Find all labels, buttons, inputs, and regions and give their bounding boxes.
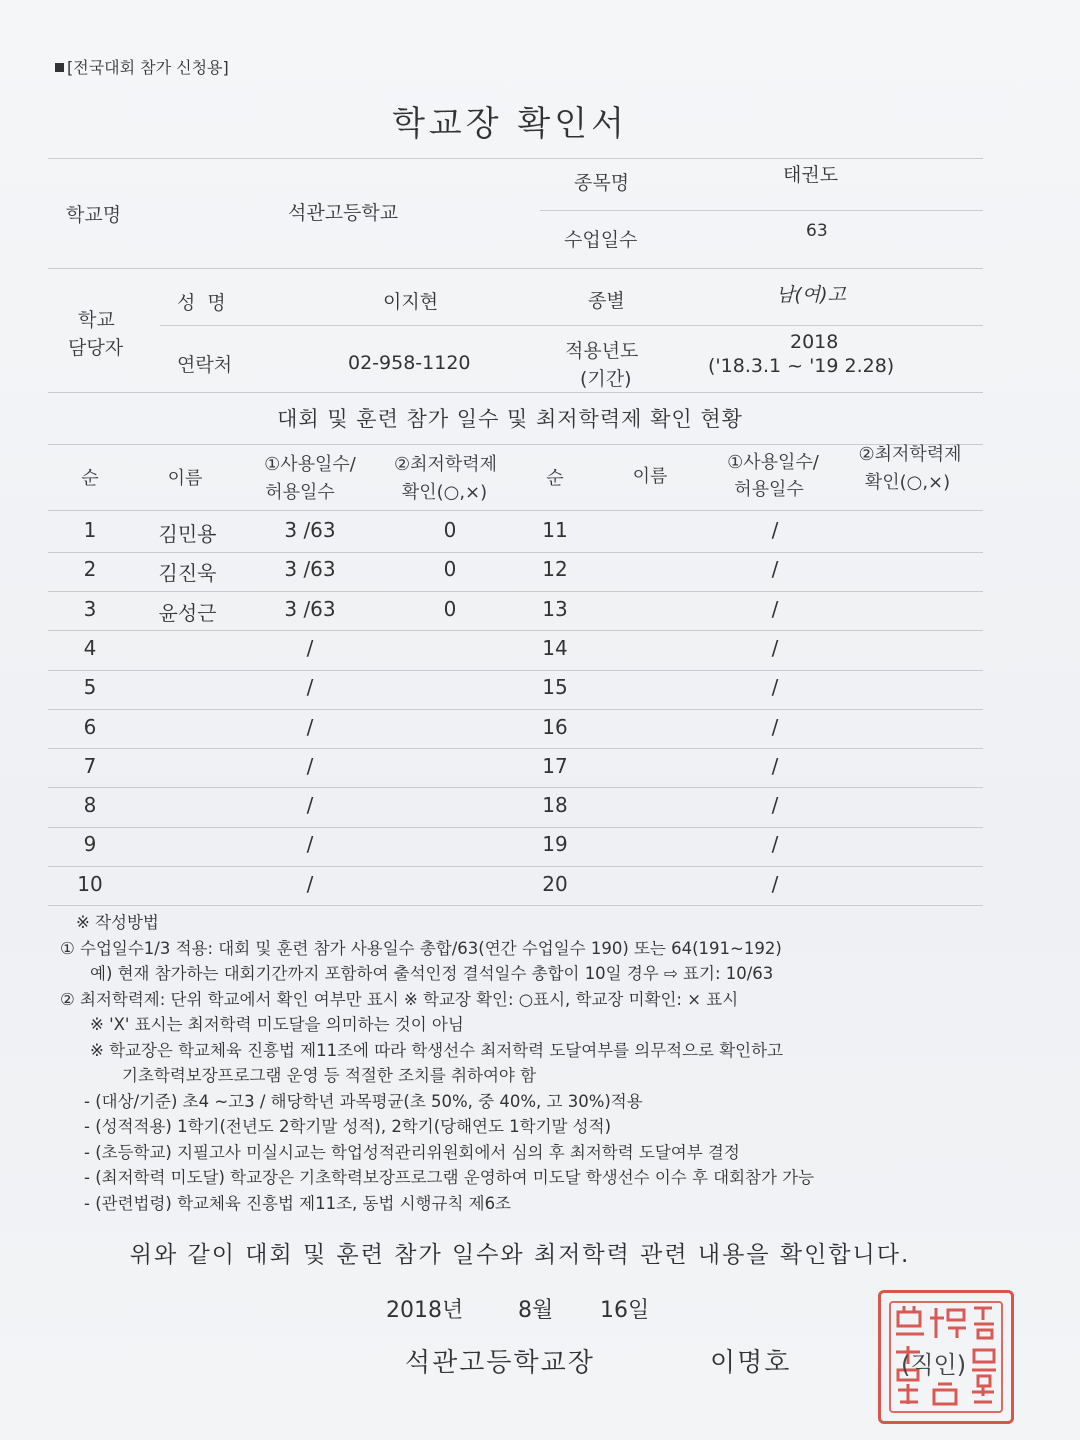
principal-title: 석관고등학교장	[405, 1348, 595, 1378]
cell-no: 1	[83, 518, 97, 542]
school-name-label: 학교명	[66, 204, 122, 226]
staff-name-value: 이지현	[383, 291, 439, 313]
col-check: 확인(○,×)	[401, 482, 488, 503]
cell-no: 19	[542, 832, 568, 857]
seal-label: (직인)	[901, 1351, 967, 1379]
date-month: 8월	[518, 1298, 554, 1323]
note-line: - (초등학교) 지필고사 미실시교는 학업성적관리위원회에서 심의 후 최저학력 도달여부 결정	[84, 1142, 740, 1162]
cell-no: 17	[542, 753, 568, 778]
date-day: 16일	[600, 1298, 650, 1323]
note-line: ② 최저학력제: 단위 학교에서 확인 여부만 표시 ※ 학교장 확인: ○표시, 학교장 미확인: × 표시	[60, 989, 739, 1009]
col-allowed-days: 허용일수	[265, 482, 335, 503]
col-check-right: 확인(○,×)	[864, 472, 951, 493]
col-min-academic-right: ②최저학력제	[858, 444, 962, 465]
cell-days: /	[771, 518, 779, 542]
cell-days: /	[771, 793, 779, 818]
col-name: 이름	[167, 468, 203, 489]
year-label: 적용년도	[565, 340, 639, 362]
gender-value: 남(여)고	[776, 284, 846, 306]
cell-no: 2	[83, 557, 97, 582]
row-divider	[48, 748, 983, 749]
note-line: ※ 작성방법	[76, 913, 159, 932]
divider	[540, 210, 983, 211]
note-line: ※ 학교장은 학교체육 진흥법 제11조에 따라 학생선수 최저학력 도달여부를 의무적으로 확인하고	[90, 1040, 783, 1060]
col-allowed-days-right: 허용일수	[734, 479, 804, 500]
cell-days: 3 /63	[284, 596, 336, 621]
note-line: 기초학력보장프로그램 운영 등 적절한 조치를 취하여야 함	[122, 1066, 537, 1085]
cell-no: 3	[83, 596, 97, 621]
date-year: 2018년	[386, 1298, 464, 1323]
square-bullet-icon	[55, 63, 64, 72]
instructions	[60, 910, 814, 1216]
cell-check: 0	[443, 596, 457, 621]
period-label: (기간)	[580, 368, 632, 390]
cell-days: /	[306, 635, 314, 660]
staff-group-label-2: 담당자	[68, 337, 124, 359]
note-line: - (관련법령) 학교체육 진흥법 제11조, 동법 시행규칙 제6조	[84, 1193, 511, 1213]
cell-days: /	[771, 832, 779, 857]
row-divider	[48, 827, 983, 828]
phone-label: 연락처	[177, 354, 233, 376]
cell-days: /	[306, 832, 314, 857]
cell-days: /	[306, 714, 314, 739]
note-line: - (성적적용) 1학기(전년도 2학기말 성적), 2학기(당해연도 1학기말 성적)	[84, 1117, 612, 1136]
col-name-right: 이름	[632, 466, 668, 487]
phone-value: 02-958-1120	[348, 352, 471, 374]
cell-check: 0	[443, 557, 457, 582]
cell-no: 16	[542, 714, 568, 739]
row-divider	[48, 591, 983, 592]
class-days-value: 63	[806, 221, 828, 241]
document-title: 학교장 확인서	[392, 104, 628, 144]
row-divider	[48, 670, 983, 671]
row-divider	[48, 709, 983, 710]
divider	[48, 158, 983, 159]
cell-days: /	[306, 793, 314, 818]
note-line: - (대상/기준) 초4 ~고3 / 해당학년 과목평균(초 50%, 중 40%, 고 30%)적용	[84, 1091, 643, 1111]
cell-days: /	[771, 596, 779, 621]
staff-group-label: 학교	[78, 309, 115, 331]
cell-days: /	[771, 635, 779, 660]
cell-no: 18	[542, 793, 568, 818]
cell-no: 14	[542, 635, 568, 660]
cell-no: 10	[77, 871, 103, 896]
status-section-title: 대회 및 훈련 참가 일수 및 최저학력제 확인 현황	[277, 407, 743, 431]
col-no-right: 순	[546, 468, 564, 489]
school-name-value: 석관고등학교	[288, 202, 399, 224]
row-divider	[48, 866, 983, 867]
cell-no: 15	[542, 675, 568, 700]
cell-days: /	[771, 753, 779, 778]
cell-no: 20	[542, 871, 568, 896]
cell-days: /	[306, 675, 314, 700]
cell-days: /	[771, 675, 779, 700]
cell-days: 3 /63	[284, 518, 336, 542]
cell-no: 9	[83, 832, 97, 857]
cell-no: 7	[83, 753, 97, 778]
gender-label: 종별	[588, 290, 625, 312]
cell-no: 13	[542, 596, 568, 621]
divider	[48, 268, 983, 269]
cell-days: /	[306, 753, 314, 778]
form-type-tag: [전국대회 참가 신청용]	[55, 55, 229, 78]
cell-days: /	[771, 714, 779, 739]
note-line: ① 수업일수1/3 적용: 대회 및 훈련 참가 사용일수 총합/63(연간 수업일수 190) 또는 64(191~192)	[60, 938, 782, 958]
cell-no: 5	[83, 675, 97, 700]
cell-no: 4	[83, 635, 97, 660]
period-value: ('18.3.1 ~ '19 2.28)	[708, 355, 895, 377]
year-value: 2018	[790, 331, 839, 353]
cell-no: 8	[83, 793, 97, 818]
row-divider	[48, 905, 983, 906]
note-line: - (최저학력 미도달) 학교장은 기초학력보장프로그램 운영하여 미도달 학생선수 이수 후 대회참가 가능	[84, 1168, 815, 1187]
cell-name: 김민용	[158, 522, 217, 546]
cell-name: 김진욱	[158, 561, 217, 586]
divider	[48, 510, 983, 511]
col-used-days: ①사용일수/	[264, 454, 356, 475]
row-divider	[48, 552, 983, 553]
divider	[48, 392, 983, 393]
staff-name-label: 성 명	[177, 292, 226, 314]
cell-name: 윤성근	[158, 600, 217, 625]
official-seal	[878, 1290, 1014, 1424]
cell-days: /	[771, 557, 779, 582]
cell-days: /	[306, 871, 314, 896]
confirmation-statement: 위와 같이 대회 및 훈련 참가 일수와 최저학력 관련 내용을 확인합니다.	[129, 1242, 911, 1268]
note-line: ※ 'X' 표시는 최저학력 미도달을 의미하는 것이 아님	[90, 1015, 464, 1034]
cell-check: 0	[443, 518, 457, 542]
col-used-days-right: ①사용일수/	[727, 452, 819, 473]
class-days-label: 수업일수	[564, 229, 638, 251]
note-line: 예) 현재 참가하는 대회기간까지 포함하여 출석인정 결석일수 총합이 10일 경우 ⇨ 표기: 10/63	[90, 964, 774, 983]
col-min-academic: ②최저학력제	[393, 454, 498, 475]
row-divider	[48, 787, 983, 788]
cell-no: 11	[542, 518, 568, 542]
row-divider	[48, 630, 983, 631]
cell-no: 12	[542, 557, 568, 582]
sport-value: 태권도	[783, 164, 839, 186]
col-no: 순	[81, 468, 99, 489]
cell-days: 3 /63	[284, 557, 336, 582]
cell-no: 6	[83, 714, 97, 739]
cell-days: /	[771, 871, 779, 896]
divider	[160, 325, 983, 326]
sport-label: 종목명	[574, 172, 630, 194]
principal-name: 이명호	[710, 1348, 792, 1378]
